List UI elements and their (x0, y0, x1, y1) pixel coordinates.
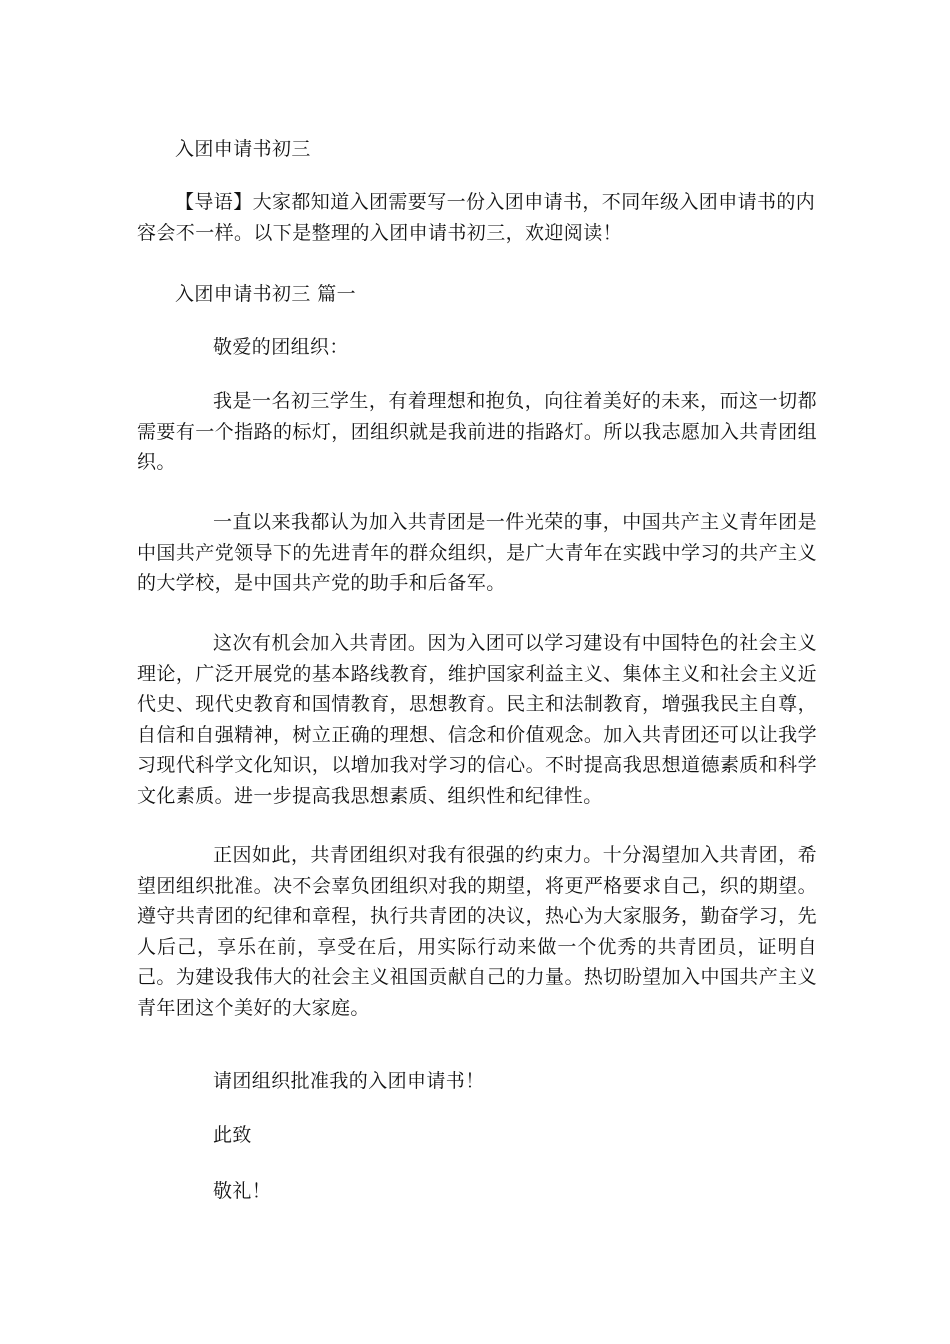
closing-request: 请团组织批准我的入团申请书！ (213, 1070, 485, 1092)
document-title: 入团申请书初三 (175, 138, 311, 160)
closing-jingli: 敬礼！ (213, 1180, 272, 1202)
salutation: 敬爱的团组织： (213, 336, 349, 358)
body-paragraph-1: 我是一名初三学生，有着理想和抱负，向往着美好的未来，而这一切都需要有一个指路的标灯，团组织就是我前进的指路灯。所以我志愿加入共青团组织。 (137, 390, 817, 473)
body-paragraph-4: 正因如此，共青团组织对我有很强的约束力。十分渴望加入共青团，希望团组织批准。决不会辜负团组织对我的期望，将更严格要求自己，织的期望。遵守共青团的纪律和章程，执行共青团的决议，热心为大家服务，勤奋学习，先人后己，享乐在前，享受在后，用实际行动来做一个优秀的共青团员，证明自己。为建设我伟大的社会主义祖国贡献自己的力量。热切盼望加入中国共产主义青年团这个美好的大家庭。 (137, 844, 817, 1019)
closing-cizhi: 此致 (213, 1124, 252, 1146)
intro-paragraph: 【导语】大家都知道入团需要写一份入团申请书，不同年级入团申请书的内容会不一样。以下是整理的入团申请书初三，欢迎阅读！ (137, 191, 816, 244)
body-paragraph-3: 这次有机会加入共青团。因为入团可以学习建设有中国特色的社会主义理论，广泛开展党的基本路线教育，维护国家利益主义、集体主义和社会主义近代史、现代史教育和国情教育，思想教育。民主和法制教育，增强我民主自尊，自信和自强精神，树立正确的理想、信念和价值观念。加入共青团还可以让我学习现代科学文化知识，以增加我对学习的信心。不时提高我思想道德素质和科学文化素质。进一步提高我思想素质、组织性和纪律性。 (137, 632, 817, 807)
section-heading: 入团申请书初三 篇一 (175, 283, 357, 305)
body-paragraph-2: 一直以来我都认为加入共青团是一件光荣的事，中国共产主义青年团是中国共产党领导下的先进青年的群众组织，是广大青年在实践中学习的共产主义的大学校，是中国共产党的助手和后备军。 (137, 511, 817, 594)
